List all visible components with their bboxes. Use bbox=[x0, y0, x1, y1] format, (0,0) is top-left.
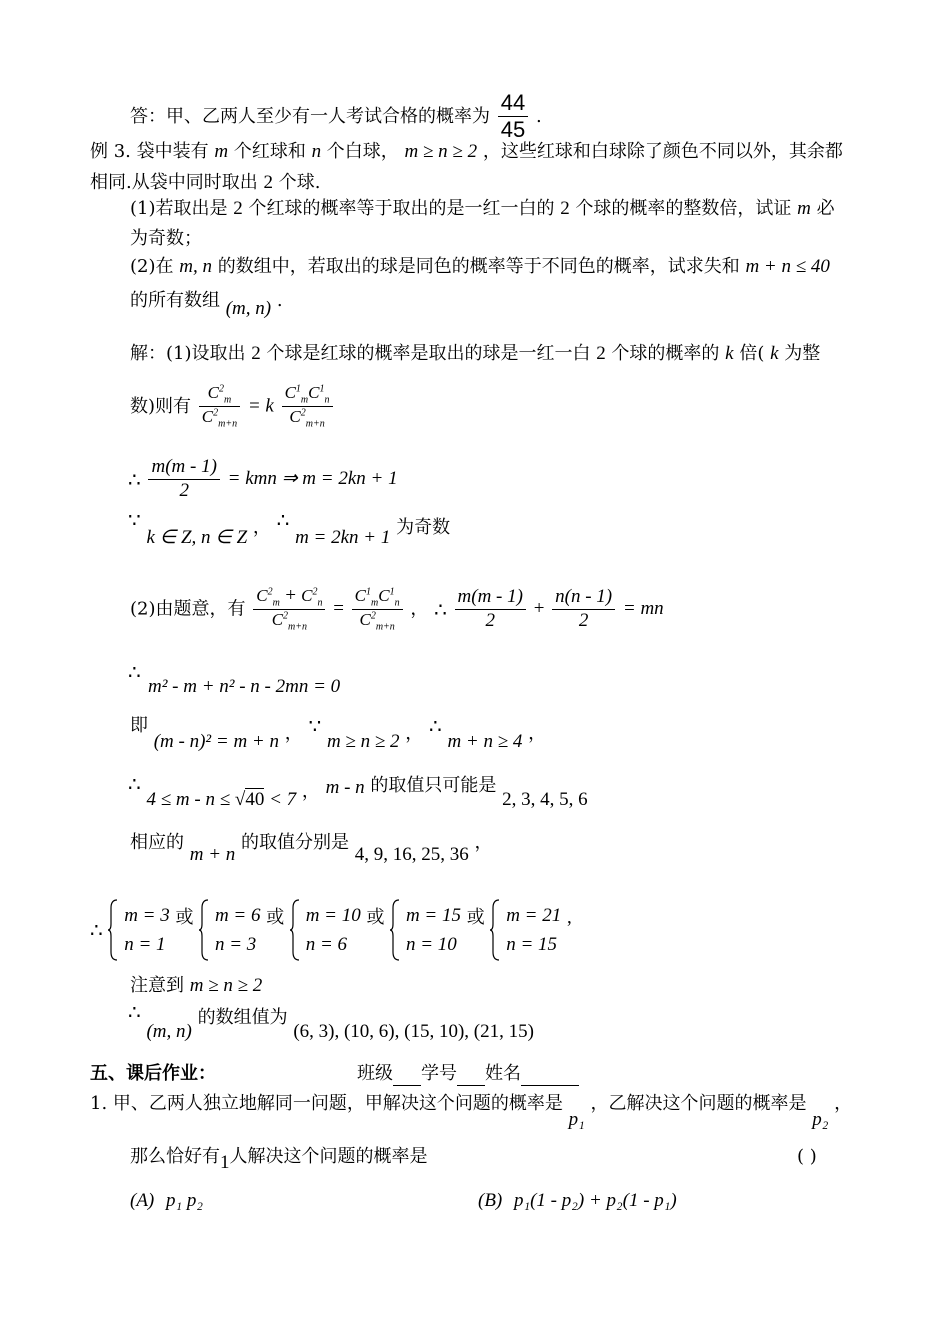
system-1: m = 3 n = 1 bbox=[124, 904, 170, 955]
example3-line2: 相同.从袋中同时取出 2 个球. bbox=[90, 172, 321, 193]
solution-part2-line3: 即 (m - n)² = m + n ， ∵ m ≥ n ≥ 2 ， ∴ m + n ≥ 4 ， bbox=[130, 714, 547, 752]
system-3: m = 10 n = 6 bbox=[305, 904, 361, 955]
brace-1 bbox=[108, 898, 118, 962]
solution-part2-line4: ∴ 4 ≤ m - n ≤ √40 < 7 ， m - n 的取值只可能是 2, 3, 4, 5, 6 bbox=[128, 772, 588, 810]
student-info-line: 班级 学号 姓名 bbox=[357, 1063, 579, 1086]
equation-systems: ∴ m = 3 n = 1 或 m = 6 n = 3 或 m = 10 n = 6 或 m = 15 n = 10 或 m = 21 n = 15 , bbox=[90, 898, 572, 962]
solution-part2-line5: 相应的 m + n 的取值分别是 4, 9, 16, 25, 36 ， bbox=[130, 832, 493, 865]
question2-line1: (2)在 m, n 的数组中，若取出的球是同色的概率等于不同色的概率，试求失和 m + n ≤ 40 bbox=[130, 256, 830, 277]
solution-line4: ∵ k ∈ Z, n ∈ Z ， ∴ m = 2kn + 1 为奇数 bbox=[128, 508, 451, 548]
solution-part2-line1: (2)由题意，有 $\frac{C^2_m + C^2_n}{C^2_{m+n}}$ = $\frac{C^1_mC^1_n}{C^2_{m+n}}$ ， ∴ $\frac{m(m - 1)}{2}$ + $\frac{n(n - 1)}{2}$ = mn bbox=[130, 585, 664, 633]
answer-parentheses: ( ) bbox=[797, 1146, 817, 1167]
student-id-blank[interactable] bbox=[457, 1063, 485, 1086]
solution-part2-line2: ∴ bbox=[128, 660, 141, 684]
fraction-44-45: $\frac{44}{45}$ bbox=[498, 90, 528, 144]
note-line: 注意到 m ≥ n ≥ 2 bbox=[130, 975, 263, 996]
brace-5 bbox=[490, 898, 500, 962]
question1-line2: 为奇数； bbox=[130, 228, 202, 249]
fraction-m-term: $\frac{m(m - 1)}{2}$ bbox=[455, 586, 526, 633]
homework-heading-line bbox=[90, 1063, 216, 1085]
therefore-symbol: ∴ bbox=[128, 467, 141, 492]
example3-line1: 例 3. 袋中装有 m 个红球和 n 个白球， m ≥ n ≥ 2 ，这些红球和白球除了颜色不同以外，其余都 bbox=[90, 141, 843, 162]
fraction-cm2-over-cmn2: $\frac{C^2_m}{C^2_{m+n}}$ bbox=[199, 383, 240, 431]
system-4: m = 15 n = 10 bbox=[405, 904, 461, 955]
answer-text: 答：甲、乙两人至少有一人考试合格的概率为 bbox=[130, 105, 490, 127]
solution-line2: 数)则有 $\frac{C^2_m}{C^2_{m+n}}$ = k $\frac{C^1_mC^1_n}{C^2_{m+n}}$ bbox=[130, 383, 335, 431]
name-blank[interactable] bbox=[521, 1063, 579, 1086]
equation-quadratic: m² - m + n² - n - 2mn = 0 bbox=[148, 676, 341, 697]
solution-line3: ∴ $\frac{m(m - 1)}{2}$ = kmn ⇒ m = 2kn + 1 bbox=[128, 456, 398, 501]
sqrt-symbol: √ bbox=[234, 789, 246, 810]
because-symbol: ∵ bbox=[128, 508, 141, 532]
solution-line1: 解：(1)设取出 2 个球是红球的概率是取出的球是一红一白 2 个球的概率的 k 倍( k 为整 bbox=[130, 343, 821, 364]
answer-line: 答：甲、乙两人至少有一人考试合格的概率为 $\frac{44}{45}$ . bbox=[130, 90, 542, 143]
fraction-same-color: $\frac{C^2_m + C^2_n}{C^2_{m+n}}$ bbox=[253, 585, 325, 634]
homework-heading: 五、课后作业： bbox=[90, 1063, 216, 1084]
fraction-m-m-1-over-2: $\frac{m(m - 1)}{2}$ bbox=[148, 456, 219, 503]
fraction-diff-color: $\frac{C^1_mC^1_n}{C^2_{m+n}}$ bbox=[352, 586, 403, 634]
result-line: ∴ (m, n) 的数组值为 (6, 3), (10, 6), (15, 10), (21, 15) bbox=[128, 1000, 534, 1042]
system-5: m = 21 n = 15 bbox=[506, 904, 562, 955]
option-a: (A) p₁ p₂ bbox=[130, 1190, 203, 1211]
homework-q1-line2: 那么恰好有1人解决这个问题的概率是 bbox=[130, 1146, 428, 1173]
option-b: (B) p₁(1 - p₂) + p₂(1 - p₁) bbox=[478, 1190, 677, 1211]
fraction-n-term: $\frac{n(n - 1)}{2}$ bbox=[552, 586, 615, 633]
fraction-cm1cn1-over-cmn2: $\frac{C^1_mC^1_n}{C^2_{m+n}}$ bbox=[282, 383, 333, 431]
brace-3 bbox=[290, 898, 300, 962]
brace-4 bbox=[390, 898, 400, 962]
brace-2 bbox=[199, 898, 209, 962]
homework-q1-line1: 1. 甲、乙两人独立地解同一问题，甲解决这个问题的概率是 p₁ ，乙解决这个问题的概率是 p₂ ， bbox=[90, 1093, 853, 1130]
question2-line2: 的所有数组 (m, n) . bbox=[130, 290, 283, 319]
class-blank[interactable] bbox=[393, 1063, 421, 1086]
system-2: m = 6 n = 3 bbox=[214, 904, 261, 955]
question1-line1: (1)若取出是 2 个红球的概率等于取出的是一红一白的 2 个球的概率的整数倍，试证 m 必 bbox=[130, 198, 835, 219]
